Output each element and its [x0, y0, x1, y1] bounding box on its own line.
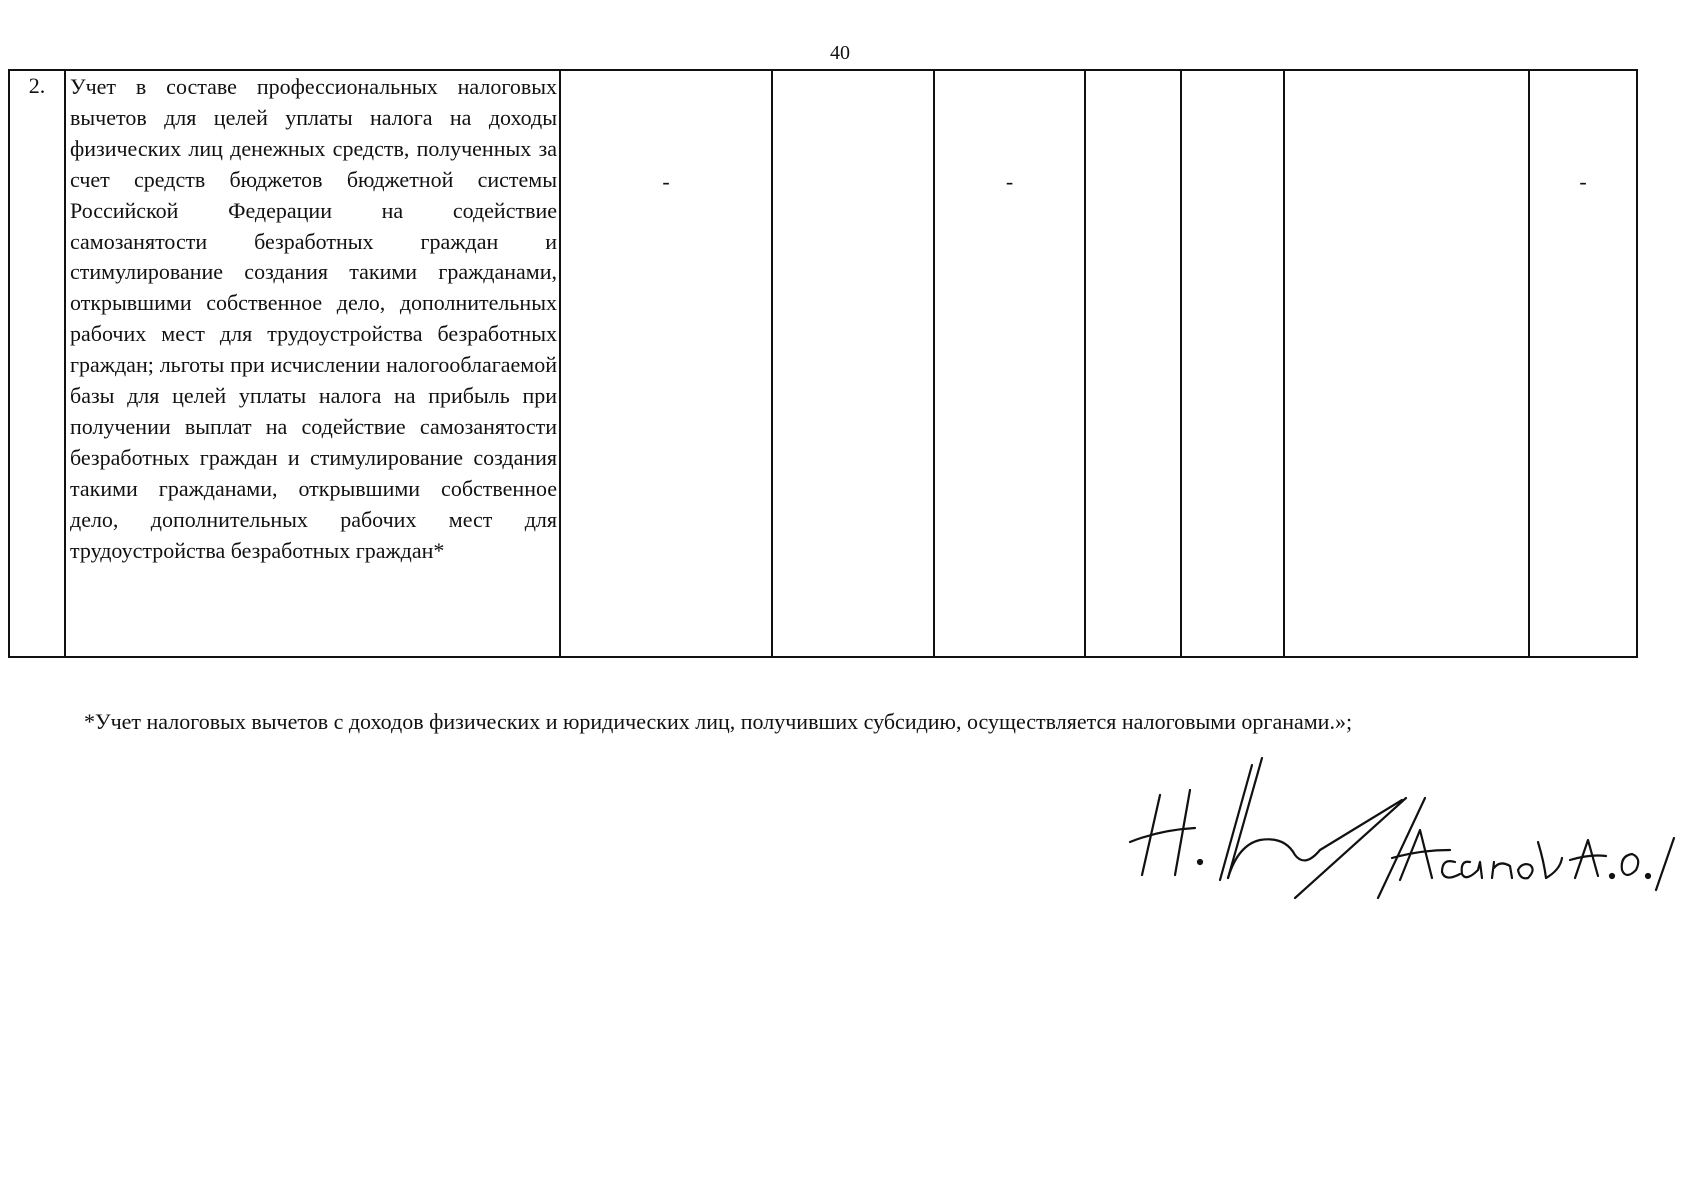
- table-cell: [1181, 70, 1284, 657]
- page-number: 40: [830, 42, 850, 64]
- table-cell: [934, 70, 1085, 657]
- cell-value: -: [1579, 169, 1587, 194]
- footnote: *Учет налоговых вычетов с доходов физических и юридических лиц, получивших субсидию, осуществляется налоговыми органами.»;: [84, 709, 1353, 734]
- row-description: Учет в составе профессиональных налоговых вычетов для целей уплаты налога на доходы физических лиц денежных средств, полученных за счет средств бюджетов бюджетной системы Российской Федерации на содействие самозанятости безработных граждан и стимулирование создания такими гражданами, открывшими собственное дело, дополнительных рабочих мест для трудоустройства безработных граждан; льготы при исчислении налогооблагаемой базы для целей уплаты налога на прибыль при получении выплат на содействие самозанятости безработных граждан и стимулирование создания такими гражданами, открывшими собственное дело, дополнительных рабочих мест для трудоустройства безработных граждан*: [65, 70, 560, 657]
- cell-value: -: [662, 169, 670, 194]
- table-row: [9, 70, 1637, 657]
- table-cell: [772, 70, 934, 657]
- table-cell: [1284, 70, 1529, 657]
- signature-drawing: [1120, 750, 1680, 900]
- handwritten-signature: [1120, 750, 1680, 900]
- row-number: 2.: [9, 70, 65, 657]
- cell-value: -: [1005, 169, 1014, 194]
- table-cell: [1529, 70, 1637, 657]
- table-cell: [560, 70, 772, 657]
- table-cell: [1085, 70, 1181, 657]
- data-table: [8, 69, 1638, 658]
